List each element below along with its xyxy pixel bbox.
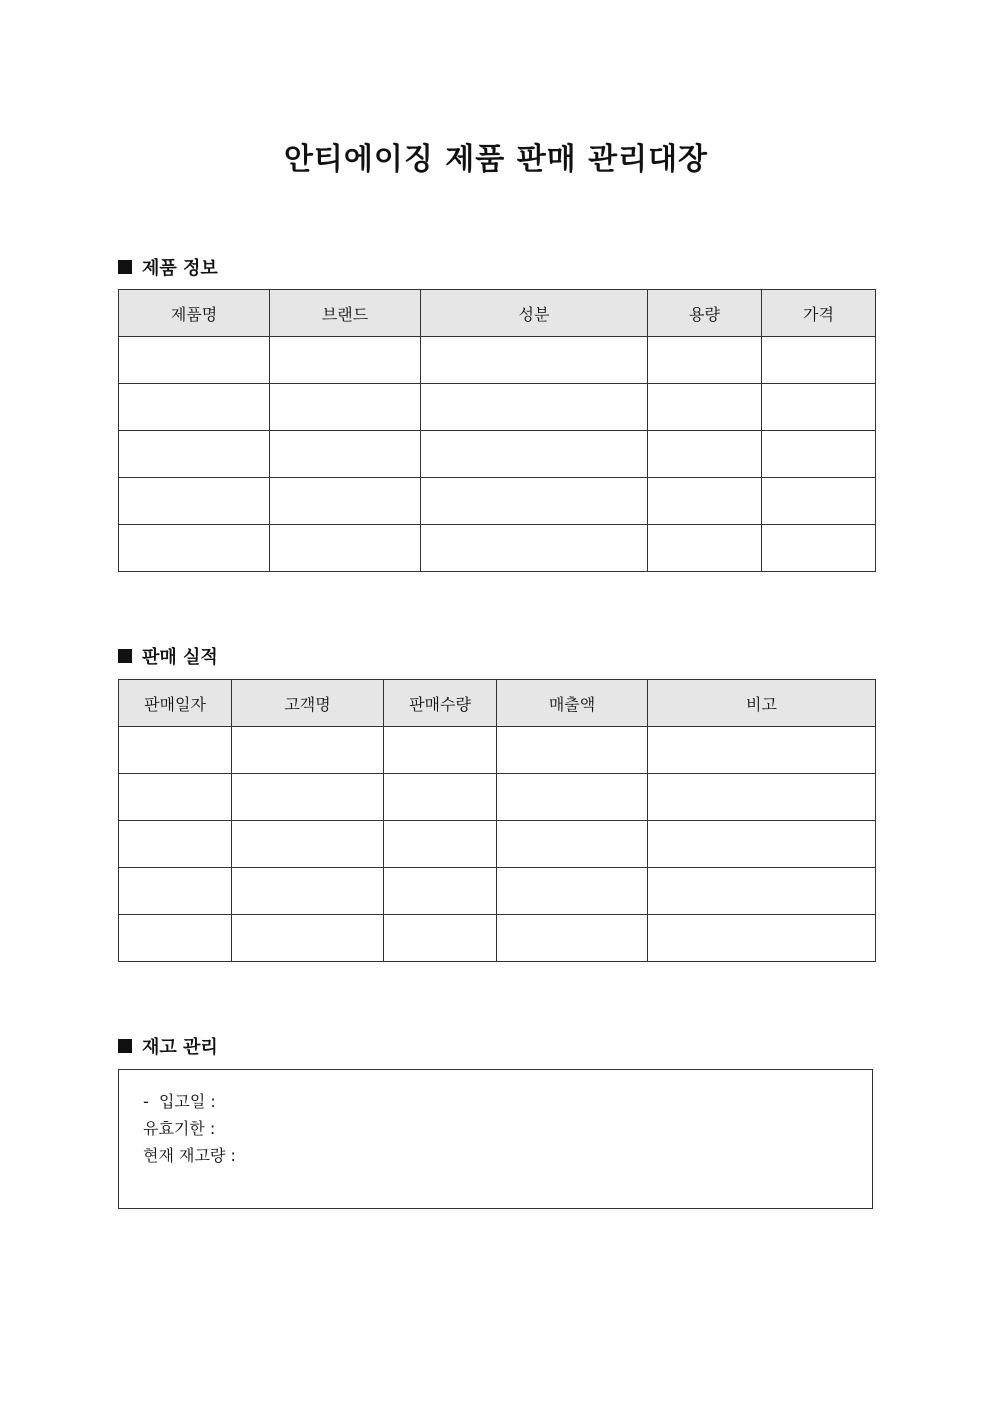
table-row bbox=[119, 727, 876, 774]
table-cell[interactable] bbox=[384, 868, 497, 915]
receipt-date-line: - 입고일 : bbox=[143, 1092, 216, 1111]
table-cell[interactable] bbox=[421, 337, 648, 384]
product-section-heading bbox=[118, 254, 218, 280]
table-row bbox=[119, 915, 876, 962]
table-cell[interactable] bbox=[119, 337, 270, 384]
table-cell[interactable] bbox=[119, 915, 232, 962]
column-header: 가격 bbox=[762, 290, 876, 337]
current-stock-line: 현재 재고량 : bbox=[143, 1146, 236, 1165]
table-cell[interactable] bbox=[497, 821, 648, 868]
column-header: 비고 bbox=[648, 680, 876, 727]
table-cell[interactable] bbox=[421, 384, 648, 431]
table-cell[interactable] bbox=[119, 478, 270, 525]
page-title: 안티에이징 제품 판매 관리대장 bbox=[283, 142, 709, 177]
inventory-box[interactable] bbox=[118, 1069, 873, 1209]
column-header: 고객명 bbox=[232, 680, 384, 727]
table-cell[interactable] bbox=[648, 525, 762, 572]
sales-section-heading bbox=[118, 643, 218, 669]
table-cell[interactable] bbox=[119, 431, 270, 478]
table-header-row bbox=[119, 290, 876, 337]
table-row bbox=[119, 868, 876, 915]
sales-table bbox=[118, 679, 876, 962]
table-cell[interactable] bbox=[232, 774, 384, 821]
table-cell[interactable] bbox=[119, 525, 270, 572]
table-row bbox=[119, 431, 876, 478]
table-cell[interactable] bbox=[762, 478, 876, 525]
column-header: 판매수량 bbox=[384, 680, 497, 727]
column-header: 매출액 bbox=[497, 680, 648, 727]
table-cell[interactable] bbox=[232, 868, 384, 915]
square-bullet-icon bbox=[118, 260, 132, 274]
table-header-row bbox=[119, 680, 876, 727]
table-cell[interactable] bbox=[119, 868, 232, 915]
square-bullet-icon bbox=[118, 1039, 132, 1053]
table-row bbox=[119, 478, 876, 525]
column-header: 용량 bbox=[648, 290, 762, 337]
expiry-date-line: 유효기한 : bbox=[143, 1119, 216, 1138]
table-cell[interactable] bbox=[270, 337, 421, 384]
table-cell[interactable] bbox=[119, 727, 232, 774]
table-cell[interactable] bbox=[421, 525, 648, 572]
table-cell[interactable] bbox=[648, 478, 762, 525]
inventory-section-title: 재고 관리 bbox=[142, 1037, 218, 1058]
table-cell[interactable] bbox=[384, 915, 497, 962]
table-cell[interactable] bbox=[232, 915, 384, 962]
column-header: 브랜드 bbox=[270, 290, 421, 337]
product-section-title: 제품 정보 bbox=[142, 258, 218, 279]
column-header: 성분 bbox=[421, 290, 648, 337]
column-header: 판매일자 bbox=[119, 680, 232, 727]
table-cell[interactable] bbox=[232, 821, 384, 868]
table-cell[interactable] bbox=[497, 774, 648, 821]
table-cell[interactable] bbox=[762, 525, 876, 572]
table-cell[interactable] bbox=[270, 525, 421, 572]
table-cell[interactable] bbox=[762, 384, 876, 431]
table-cell[interactable] bbox=[119, 774, 232, 821]
table-cell[interactable] bbox=[762, 337, 876, 384]
table-row bbox=[119, 821, 876, 868]
table-cell[interactable] bbox=[384, 774, 497, 821]
inventory-section-heading bbox=[118, 1033, 218, 1059]
table-cell[interactable] bbox=[497, 727, 648, 774]
table-cell[interactable] bbox=[648, 868, 876, 915]
table-cell[interactable] bbox=[497, 868, 648, 915]
table-cell[interactable] bbox=[648, 431, 762, 478]
table-cell[interactable] bbox=[648, 915, 876, 962]
table-cell[interactable] bbox=[648, 821, 876, 868]
table-cell[interactable] bbox=[648, 384, 762, 431]
table-cell[interactable] bbox=[648, 727, 876, 774]
table-row bbox=[119, 337, 876, 384]
table-row bbox=[119, 384, 876, 431]
table-cell[interactable] bbox=[762, 431, 876, 478]
table-row bbox=[119, 774, 876, 821]
product-table bbox=[118, 289, 876, 572]
table-cell[interactable] bbox=[648, 337, 762, 384]
table-cell[interactable] bbox=[648, 774, 876, 821]
table-cell[interactable] bbox=[421, 431, 648, 478]
table-cell[interactable] bbox=[270, 384, 421, 431]
table-cell[interactable] bbox=[384, 821, 497, 868]
column-header: 제품명 bbox=[119, 290, 270, 337]
table-cell[interactable] bbox=[270, 431, 421, 478]
table-cell[interactable] bbox=[270, 478, 421, 525]
table-cell[interactable] bbox=[421, 478, 648, 525]
table-cell[interactable] bbox=[119, 821, 232, 868]
table-cell[interactable] bbox=[119, 384, 270, 431]
table-row bbox=[119, 525, 876, 572]
sales-section-title: 판매 실적 bbox=[142, 647, 218, 668]
square-bullet-icon bbox=[118, 649, 132, 663]
table-cell[interactable] bbox=[232, 727, 384, 774]
table-cell[interactable] bbox=[384, 727, 497, 774]
table-cell[interactable] bbox=[497, 915, 648, 962]
